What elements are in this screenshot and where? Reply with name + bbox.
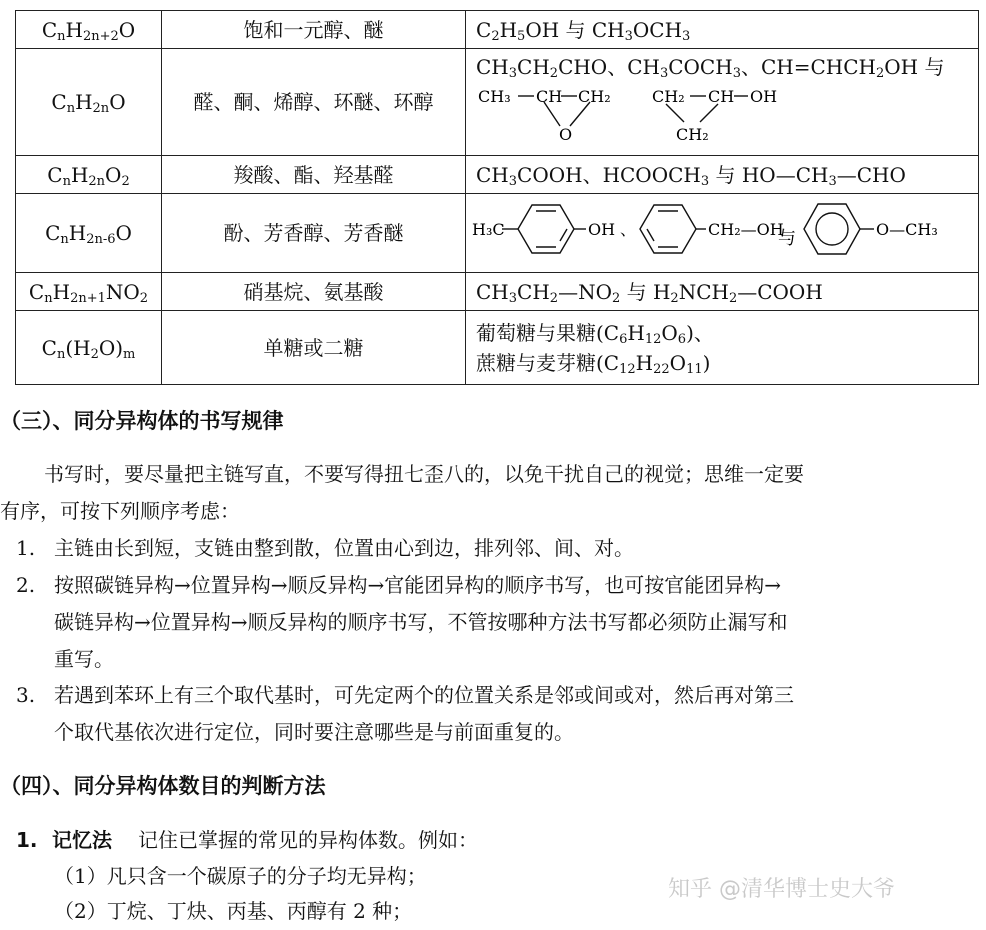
table-row <box>16 11 979 49</box>
section3-intro-line2: 有序，可按下列顺序考虑： <box>0 499 240 523</box>
ring2-ch: CH <box>708 87 735 106</box>
table-row <box>16 156 979 194</box>
table-row <box>16 49 979 156</box>
section4-title: （四）、同分异构体数目的判断方法 <box>0 774 326 798</box>
list-item: 1. 记忆法 记住已掌握的常见的异构体数。例如： <box>16 828 478 852</box>
h3c-label: H₃C <box>472 220 505 239</box>
compound-classes: 饱和一元醇、醚 <box>162 11 466 49</box>
compound-classes: 醛、酮、烯醇、环醚、环醇 <box>162 49 466 156</box>
ring1-ch2: CH₂ <box>578 87 611 106</box>
table-row <box>16 273 979 311</box>
examples: $CH_3COOH$、$HCOOCH_3$ 与 $HO—CH_3—CHO$ <box>466 156 979 194</box>
aromatic-structures <box>470 194 970 264</box>
general-formula: $C_n(H_2O)_m$ <box>16 311 162 385</box>
general-formula: $C_nH_{2n}O$ <box>16 49 162 156</box>
watermark: 知乎 @清华博士史大爷 <box>668 877 895 902</box>
sub-item: （1）凡只含一个碳原子的分子均无异构； <box>54 864 427 888</box>
ring2-ch2-bottom: CH₂ <box>676 125 709 144</box>
ring1-o: O <box>559 125 573 144</box>
separator: 、 <box>620 220 637 239</box>
compound-classes: 酚、芳香醇、芳香醚 <box>162 194 466 273</box>
list-item: 3. 若遇到苯环上有三个取代基时，可先定两个的位置关系是邻或间或对，然后再对第三 <box>16 683 794 707</box>
and-label: 与 <box>778 228 796 249</box>
general-formula: $C_nH_{2n}O_2$ <box>16 156 162 194</box>
list-item-cont: 个取代基依次进行定位，同时要注意哪些是与前面重复的。 <box>54 720 574 744</box>
table-row <box>16 194 979 273</box>
general-formula: $C_nH_{2n+2}O$ <box>16 11 162 49</box>
examples: $C_2H_5OH$ 与 $CH_3OCH_3$ <box>466 11 979 49</box>
ring1-ch3: CH₃ <box>478 87 511 106</box>
compound-classes: 硝基烷、氨基酸 <box>162 273 466 311</box>
compound-classes: 羧酸、酯、羟基醛 <box>162 156 466 194</box>
list-item: 1. 主链由长到短，支链由整到散，位置由心到边，排列邻、间、对。 <box>16 536 634 560</box>
general-formula: $C_nH_{2n-6}O$ <box>16 194 162 273</box>
ch2oh-label: CH₂—OH <box>708 220 784 239</box>
isomer-class-table <box>15 10 979 385</box>
phenol-oh: OH <box>588 220 616 239</box>
cyclic-ether-alcohol-structures <box>476 82 806 144</box>
och3-label: O—CH₃ <box>876 220 938 239</box>
examples: $CH_3CH_2—NO_2$ 与 $H_2NCH_2—COOH$ <box>466 273 979 311</box>
sub-item: （2）丁烷、丁炔、丙基、丙醇有 2 种； <box>54 899 413 923</box>
examples <box>466 194 979 273</box>
ring2-oh: OH <box>750 87 778 106</box>
section3-title: （三）、同分异构体的书写规律 <box>0 409 284 433</box>
general-formula: $C_nH_{2n+1}NO_2$ <box>16 273 162 311</box>
compound-classes: 单糖或二糖 <box>162 311 466 385</box>
section3-intro-line1: 书写时，要尽量把主链写直，不要写得扭七歪八的，以免干扰自己的视觉；思维一定要 <box>44 462 804 486</box>
ring2-ch2: CH₂ <box>652 87 685 106</box>
list-item-cont: 碳链异构→位置异构→顺反异构的顺序书写，不管按哪种方法书写都必须防止漏写和 <box>54 610 788 634</box>
list-item: 2. 按照碳链异构→位置异构→顺反异构→官能团异构的顺序书写，也可按官能团异构→ <box>16 573 782 597</box>
table-row <box>16 311 979 385</box>
examples: $CH_3CH_2CHO$、$CH_3COCH_3$、$CH=CHCH_2OH$ 与 CH₃ CH CH₂ O CH₂ CH OH CH₂ <box>466 49 979 156</box>
list-item-cont: 重写。 <box>54 647 114 671</box>
ring1-ch: CH <box>536 87 563 106</box>
examples: 葡萄糖与果糖$(C_6H_{12}O_6)$、 蔗糖与麦芽糖$(C_{12}H_{22}O_{11})$ <box>466 311 979 385</box>
